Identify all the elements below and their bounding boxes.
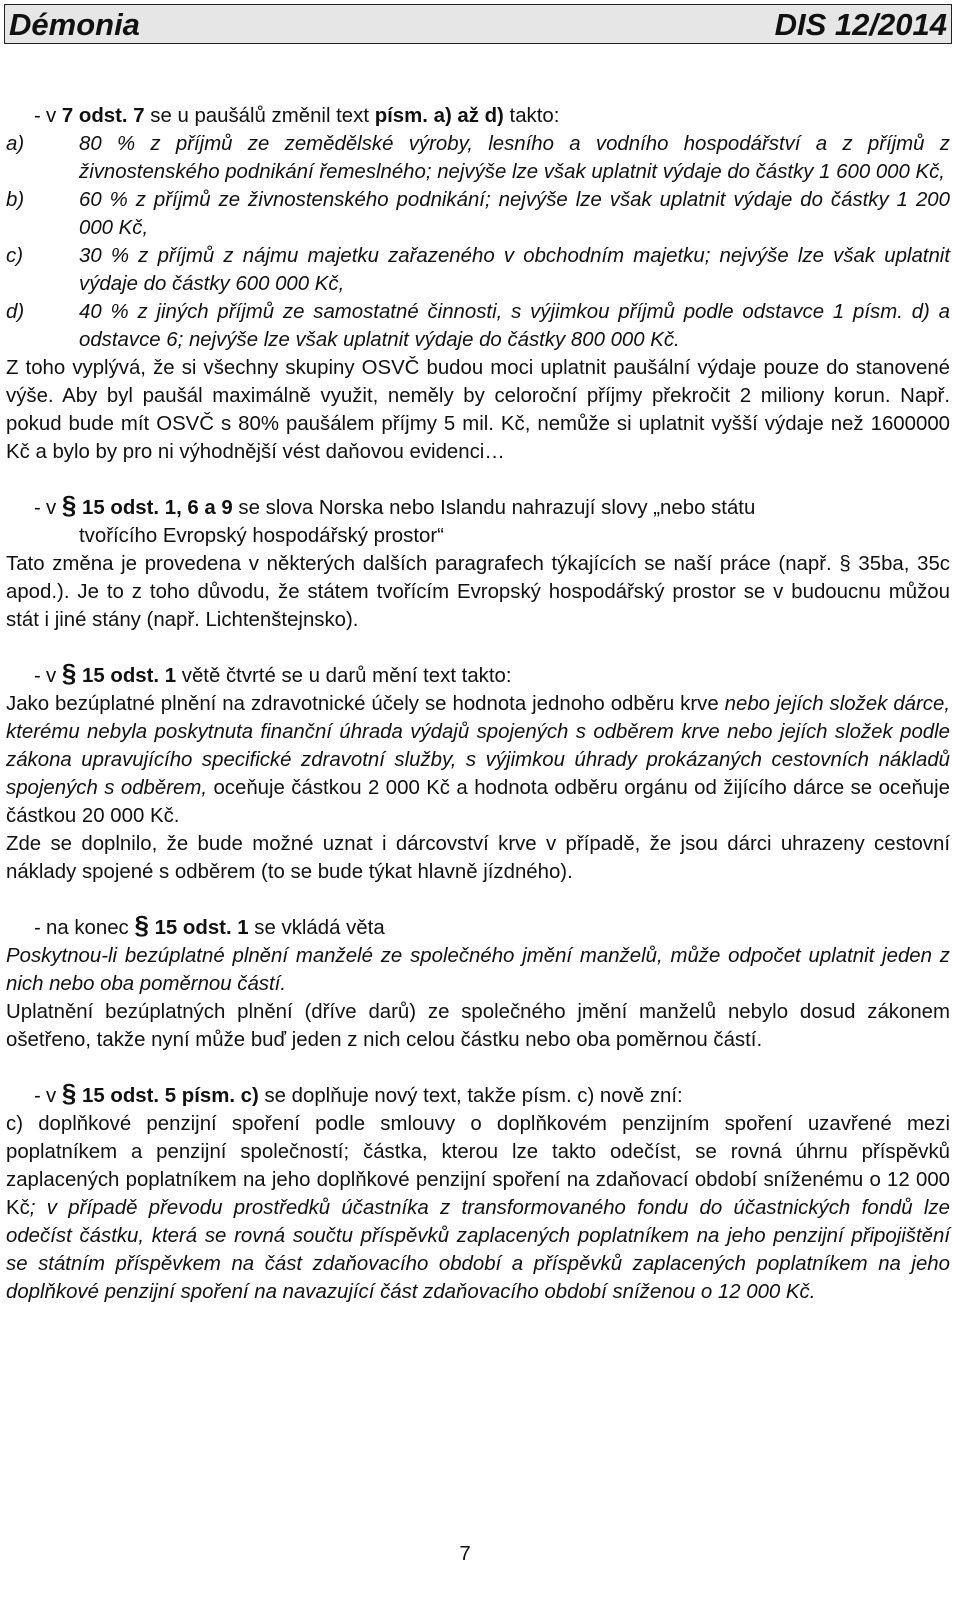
commentary-paragraph: Zde se doplnilo, že bude možné uznat i dárcovství krve v případě, že jsou dárci uhrazeny cestovní náklady spojené s odběrem (to se bude týkat hlavně jízdného). xyxy=(6,833,950,883)
bullet-text: v § 15 odst. 1, 6 a 9 se slova Norska nebo Islandu nahrazují slovy „nebo státu xyxy=(46,490,756,520)
amendment-item-15-1-gifts xyxy=(6,658,950,690)
section-sign-icon: § xyxy=(61,490,77,520)
amendment-item-15-5 xyxy=(6,1078,950,1110)
list-item-a xyxy=(6,130,950,186)
item-text: 80 % z příjmů ze zemědělské výroby, lesního a vodního hospodářství a z příjmů z živnostenského podnikání řemeslného; nejvýše lze však uplatnit výdaje do částky 1 600 000 Kč, xyxy=(79,133,950,183)
bullet-dash: - xyxy=(34,1085,41,1107)
item-label: a) xyxy=(6,133,25,155)
item-text: 60 % z příjmů ze živnostenského podnikání; nejvýše lze však uplatnit výdaje do částky 1 200 000 Kč, xyxy=(79,189,950,239)
page-number: 7 xyxy=(459,1543,471,1565)
header-bar xyxy=(4,4,952,44)
quoted-law-text: c) doplňkové penzijní spoření podle smlouvy o doplňkovém penzijním spoření uzavřené mezi poplatníkem a penzijní společností; částka, kterou lze takto odečíst, se rovná úhrnu příspěvků zaplacených poplatníkem na jeho doplňkové penzijní spoření na zdaňovací období sníženému o 12 000 Kč; v případě převodu prostředků účastníka z transformovaného fondu do účastnických fondů lze odečíst částku, která se rovná součtu příspěvků zaplacených poplatníkem na jeho penzijní připojištění se státním příspěvkem na část zdaňovacího období a příspěvků zaplacených poplatníkem na jeho doplňkové penzijní spoření na navazující část zdaňovacího období sníženou o 12 000 Kč. xyxy=(6,1113,950,1303)
section-sign-icon: § xyxy=(61,1078,77,1108)
amendment-item-7-7 xyxy=(6,102,950,130)
item-text: 40 % z jiných příjmů ze samostatné činnosti, s výjimkou příjmů podle odstavce 1 písm. d) a odstavce 6; nejvýše lze však uplatnit výdaje do částky 800 000 Kč. xyxy=(79,301,950,351)
section-sign-icon: § xyxy=(134,910,149,940)
section-sign-icon: § xyxy=(61,658,77,688)
list-item-d xyxy=(6,298,950,354)
bullet-dash: - xyxy=(34,105,41,127)
commentary-paragraph: Tato změna je provedena v některých dalších paragrafech týkajících se naší práce (např. § 35ba, 35c apod.). Je to z toho důvodu, že státem tvořícím Evropský hospodářský prostor se v budoucnu můžou stát i jiné stány (např. Lichtenštejnsko). xyxy=(6,553,950,631)
commentary-paragraph: Z toho vyplývá, že si všechny skupiny OSVČ budou moci uplatnit paušální výdaje pouze do stanovené výše. Aby byl paušál maximálně využit, neměly by celoroční příjmy překročit 2 miliony korun. Např. pokud bude mít OSVČ s 80% paušálem příjmy 5 mil. Kč, nemůže si uplatnit vyšší výdaje než 1600000 Kč a bylo by pro ni výhodnější vést daňovou evidenci… xyxy=(6,357,950,463)
item-label: c) xyxy=(6,245,23,267)
bullet-text: v § 15 odst. 1 větě čtvrté se u darů mění text takto: xyxy=(46,658,512,688)
list-item-c xyxy=(6,242,950,298)
commentary-paragraph: Uplatnění bezúplatných plnění (dříve darů) ze společného jmění manželů nebylo dosud zákonem ošetřeno, takže nyní může buď jeden z nich celou částku nebo oba poměrnou částí. xyxy=(6,1001,950,1051)
amendment-item-15-1-sentence xyxy=(6,910,950,942)
item-label: b) xyxy=(6,189,25,211)
amendment-item-15-1 xyxy=(6,490,950,522)
bullet-dash: - xyxy=(34,917,41,939)
list-item-b xyxy=(6,186,950,242)
item-text: 30 % z příjmů z nájmu majetku zařazeného v obchodním majetku; nejvýše lze však uplatnit výdaje do částky 600 000 Kč, xyxy=(79,245,950,295)
bullet-dash: - xyxy=(34,497,41,519)
bullet-dash: - xyxy=(34,665,41,687)
quoted-law-text: Jako bezúplatné plnění na zdravotnické účely se hodnota jednoho odběru krve nebo jejích složek dárce, kterému nebyla poskytnuta finanční úhrada výdajů spojených s odběrem krve nebo jejích složek podle zákona upravujícího specifické zdravotní služby, s výjimkou úhrady prokázaných cestovních nákladů spojených s odběrem, oceňuje částkou 2 000 Kč a hodnota odběru orgánu od žijícího dárce se oceňuje částkou 20 000 Kč. xyxy=(6,693,950,827)
quoted-law-text: Poskytnou-li bezúplatné plnění manželé ze společného jmění manželů, může odpočet uplatnit jeden z nich nebo oba poměrnou částí. xyxy=(6,945,950,995)
bullet-text: na konec § 15 odst. 1 se vkládá věta xyxy=(46,910,385,940)
journal-title: Démonia xyxy=(9,7,140,42)
bullet-continuation: tvořícího Evropský hospodářský prostor“ xyxy=(79,525,444,547)
issue-label: DIS 12/2014 xyxy=(774,7,947,42)
item-label: d) xyxy=(6,301,25,323)
document-body xyxy=(6,102,950,1306)
bullet-text: v 7 odst. 7 se u paušálů změnil text písm. a) až d) takto: xyxy=(46,105,560,127)
bullet-text: v § 15 odst. 5 písm. c) se doplňuje nový text, takže písm. c) nově zní: xyxy=(46,1078,683,1108)
